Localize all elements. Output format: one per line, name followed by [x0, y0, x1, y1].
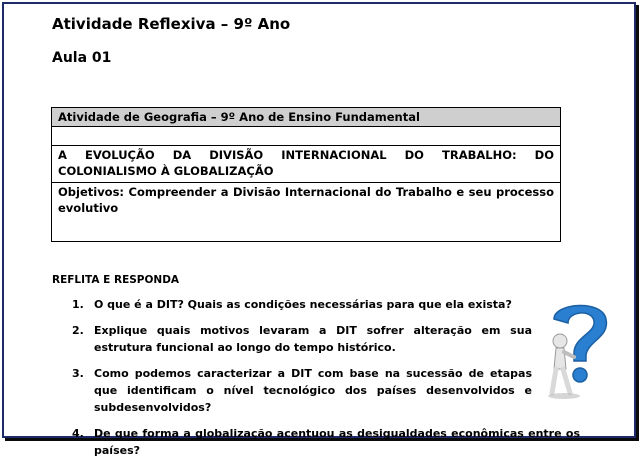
- question-item: [72, 365, 532, 416]
- question-text: Explique quais motivos levaram a DIT sofrer alteração em sua estrutura funcional ao longo do tempo histórico.: [94, 324, 532, 354]
- objectives-row: Objetivos: Compreender a Divisão Internacional do Trabalho e seu processo evolutivo: [58, 185, 554, 215]
- questions-list: [72, 296, 580, 468]
- question-number: 3.: [72, 367, 84, 380]
- question-number: 4.: [72, 427, 84, 440]
- lesson-label: Aula 01: [52, 50, 112, 66]
- question-text: O que é a DIT? Quais as condições necessárias para que ela exista?: [94, 298, 512, 311]
- question-text: Como podemos caracterizar a DIT com base na sucessão de etapas que identificam o nível tecnológico dos países desenvolvidos e subdesenvolvidos?: [94, 367, 532, 414]
- question-text: De que forma a globalização acentuou as desigualdades econômicas entre os países?: [94, 427, 580, 457]
- document-page: [2, 2, 636, 457]
- question-number: 1.: [72, 298, 84, 311]
- table-empty-row: [52, 127, 560, 146]
- document-title: Atividade Reflexiva – 9º Ano: [52, 15, 291, 33]
- section-heading: REFLITA E RESPONDA: [52, 274, 180, 286]
- question-item: [72, 322, 532, 356]
- question-mark-figure-icon: [544, 297, 616, 402]
- topic-row: A EVOLUÇÃO DA DIVISÃO INTERNACIONAL DO TRABALHO: DO COLONIALISMO À GLOBALIZAÇÃO: [52, 146, 560, 183]
- question-number: 2.: [72, 324, 84, 337]
- table-header: Atividade de Geografia – 9º Ano de Ensino Fundamental: [52, 108, 560, 127]
- question-item: [72, 425, 580, 459]
- activity-info-table: [51, 107, 561, 242]
- question-item: [72, 296, 532, 313]
